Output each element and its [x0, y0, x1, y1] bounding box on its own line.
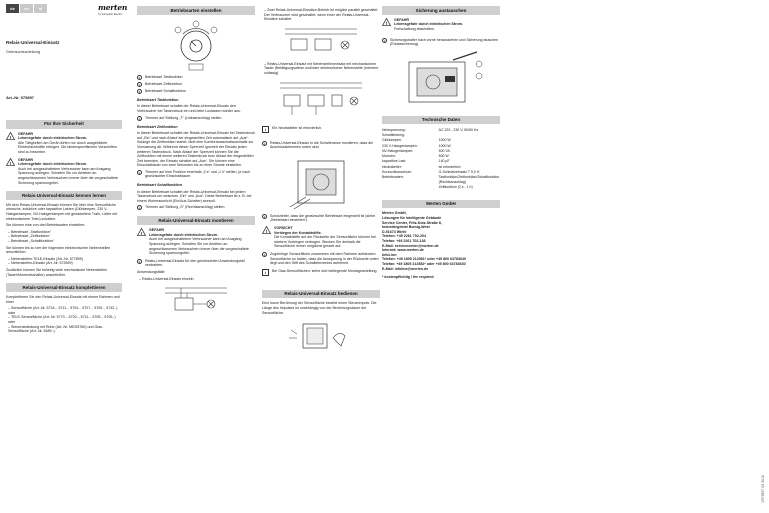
caution-text: Die Kontaktstifte auf der Rückseite der Sensorfläche können bei starkem Verbiegen verbogen. Stecken Sie deshalb die Sensorfläche immer möglichst gerade auf. — [274, 235, 376, 249]
svg-text:!: ! — [140, 230, 143, 236]
infoline-fax: Telefax: +49 1805 212582* oder +49 800 63783630 — [382, 261, 466, 266]
info-icon: i — [262, 126, 269, 133]
heading-know: Relais-Universal-Einsatz kennen lernen — [6, 191, 122, 200]
heading-company: Merten GmbH — [382, 200, 500, 209]
table-row: Zeitfunktion (2 s - 1 h) — [438, 184, 473, 189]
caution-bold: Verbiegen der Kontaktstifte. — [274, 230, 322, 235]
number-badge-icon: 1 — [138, 75, 141, 80]
lang-tab-nl[interactable]: nl — [34, 4, 47, 13]
mount-step-2: 2 Relais-Universal-Einsatz in die Schalterdose montieren, dass die Anschlussklemmen unten sind. — [263, 140, 374, 150]
mount-warning-text: Auch bei ausgeschaltetem Verbraucher kann am Ausgang Spannung anliegen. Schalten Sie vor Arbeiten an angeschlossenen Verbrauchern immer über die vorgeschaltete Sicherung spannungsfrei. — [149, 237, 249, 256]
legend-2: 2 Betriebsart Zeitfunktion — [138, 81, 182, 87]
infoline-phone: Telefon: +49 1805 212581* oder +49 800 63783640 — [382, 257, 467, 262]
warning-1 — [6, 132, 122, 155]
list-item: – Betriebsart „Zeitfunktion“ — [8, 234, 122, 239]
fuse-figure — [393, 50, 489, 108]
trimmer-figure — [151, 18, 241, 72]
company-block — [382, 211, 500, 271]
app-list — [139, 277, 255, 282]
number-badge-icon: 4 — [263, 252, 266, 257]
company-line: Industriegebiet Bomig-West — [382, 225, 430, 230]
mount-step-1: 1 Relais-Universal-Einsatz für den gewünschten Anwendungsfall verdrahten. — [138, 258, 245, 268]
tast-step: 1 Trimmer auf Stellung „T“ (Linksanschlag) stellen. — [138, 115, 223, 121]
wiring-diagram-single — [161, 284, 231, 318]
svg-text:!: ! — [9, 160, 12, 166]
table-row: Neutralleiter: ist erforderlich — [382, 164, 461, 169]
company-line: Merten GmbH, — [382, 211, 407, 216]
fuse-warning-title: GEFAHR — [394, 17, 409, 22]
tech-table — [382, 127, 500, 189]
ext-list — [8, 257, 122, 266]
product-title: Relais-Universal-Einsatz — [6, 40, 60, 45]
heading-modes: Betriebsarten einstellen — [137, 6, 255, 15]
company-phone: Telefon: +49 2261 702-204 — [382, 234, 426, 239]
company-email[interactable]: E-Mail: servicecenter@merten.de — [382, 243, 439, 248]
list-item: – Nebenstellen-Einsatz (Art.-Nr. 572899) — [8, 261, 122, 266]
mount-step-3: 3 Schutzleiter, dass die gewünschte Betriebsart eingestellt ist (siehe „Betriebsart einstellen“). — [263, 213, 376, 223]
list-item: – Relais-Universal-Einsatz mit Nebenstelleneinsatz mit mechanischem Taster (Betätigungsweise und/oder elektronischer Nebenstelle (mehrere zulässig). — [264, 62, 380, 76]
mounting-figure — [286, 153, 356, 211]
schalt-text: In dieser Betriebsart schaltet der Relais-Universal-Einsatz bei jedem Tastendruck um zwischen „Ein“ und „Aus“. Diese Betriebsart ist z. B. bei einem Wohnraumlicht (Ein/Aus-Schalter) sinnvoll. — [137, 189, 252, 203]
article-number: Art.-Nr. 575897 — [6, 94, 35, 100]
mode-list — [8, 230, 122, 244]
operate-text: Eine kurze Berührung der Sensorfläche bewirkt einen Steuerimpuls. Die Länge des Impulses ist unabhängig von der Berührungsdauer der Sensorfläche. — [262, 301, 377, 315]
list-item: – Steuerabdeckung mit Ruhe (Art.-Nr. MEG5760) und Glas-Sensorfläche (Art.-Nr. 5489..). — [8, 325, 122, 334]
warning-2 — [6, 158, 122, 186]
company-line: InfoLine: — [382, 252, 398, 257]
zeit-text: In dieser Betriebsart schaltet der Relais-Universal-Einsatz bei Tastendruck auf „Ein“ und nach Ablauf der eingestellten Zeit automatisch auf „Aus“. Solange die Zeitfunktion startet, läuft eine Komfortausschaltautomatik zur Vorwarnung ab. Während dieser Sperrzeit ignoriert der Einsatz jeden weiteren Tastendruck. Nach Ablauf der Sperrzeit können Sie die Zeitfunktion mit einem weiteren Tastendruck bzw. Ablauf der eingestellten Zeit beenden, der Einsatz schaltet auf „Aus“. Sie können eine Einschaltdauer von zwei Sekunden bis zu einer Stunde einstellen. — [137, 131, 255, 168]
heading-tech: Technische Daten — [382, 116, 500, 125]
wiring-diagram-extension — [276, 79, 366, 123]
complete-p1: Komplettieren Sie den Relais-Universal-Einsatz mit einem Rahmen und einer — [6, 294, 120, 304]
svg-text:!: ! — [385, 20, 388, 26]
table-row: NV-Halogenlampen: 500 VA — [382, 148, 450, 153]
list-item: – Betriebsart „Tastfunktion“ — [8, 230, 122, 235]
warning-triangle-icon — [137, 228, 146, 236]
warning-2-bold: Lebensgefahr durch elektrischen Strom. — [18, 162, 87, 167]
mount-app: Anwendungsfälle: — [137, 269, 166, 274]
number-badge-icon: 1 — [383, 38, 386, 43]
schalt-step: 1 Trimmer auf Stellung „S“ (Rechtsanschlag) stellen. — [138, 205, 226, 211]
company-line: Lösungen für intelligente Gebäude — [382, 216, 442, 221]
logo-brand: merten — [98, 3, 128, 12]
know-p2: Sie können eine von drei Betriebsarten einstellen: — [6, 223, 86, 228]
mount-warning-bold: Lebensgefahr durch elektrischen Strom. — [149, 232, 218, 237]
wiring-diagram-parallel — [281, 25, 361, 59]
list-item: – Relais-Universal-Einsatz einzeln — [139, 277, 255, 282]
item2-list — [264, 62, 380, 76]
number-badge-icon: 1 — [138, 259, 141, 264]
heading-operate: Relais-Universal-Einsatz bedienen — [262, 290, 380, 299]
number-badge-icon: 3 — [138, 89, 141, 94]
column-2 — [137, 0, 255, 321]
operation-figure — [281, 318, 361, 354]
number-badge-icon: 2 — [263, 141, 266, 146]
company-line: Service Center, Fritz-Kotz-Straße 8, — [382, 220, 442, 225]
svg-text:!: ! — [265, 228, 268, 234]
number-badge-icon: 1 — [138, 116, 141, 121]
caution-title: VORSICHT — [274, 225, 293, 230]
info-icon: i — [262, 269, 269, 276]
warning-triangle-icon — [6, 158, 15, 166]
table-row: Schaltleistung: — [382, 133, 405, 138]
list-item: – Nebenstellen-TELE-Einsatz (Art.-Nr. 577899) — [8, 257, 122, 262]
warning-2-text: Auch bei ausgeschaltetem Verbraucher kann am Ausgang Spannung anliegen. Schalten Sie vor Arbeiten an angeschlossenen Verbrauchern immer über die vorgeschaltete Sicherung spannungsfrei. — [18, 166, 118, 185]
number-badge-icon: 1 — [138, 206, 141, 211]
tast-text: In dieser Betriebsart schaltet der Relais-Universal-Einsatz den Verbraucher bei Tastendruck ein und beim Loslassen wieder aus. — [137, 104, 241, 113]
know-p3: Sie können bis zu vier der folgenden elektronischen Nebenstellen anschließen: — [6, 245, 111, 255]
zeit-title: Betriebsart Zeitfunktion — [137, 124, 178, 129]
legend-1: 1 Betriebsart Tastfunktion — [138, 74, 183, 80]
know-p1: Mit dem Relais-Universal-Einsatz können Sie über eine Sensorfläche ohmsche, induktive oder kapazitive Lasten (Glühlampen, 230 V-Halogenlampen, NV-Halogenlampen mit gewickeltem Trafo, Lüfter mit elektronischem Trafo) schalten. — [6, 202, 118, 221]
legend-3: 3 Betriebsart Schaltfunktion — [138, 88, 186, 94]
table-row: 230 V-Halogenlampen: 1000 W — [382, 143, 451, 148]
mount-warning — [137, 228, 255, 256]
warning-triangle-icon — [382, 18, 391, 26]
document-code: V575897 03 2010 — [760, 475, 765, 503]
fuse-warning — [382, 18, 500, 32]
fuse-warning-bold: Lebensgefahr durch elektrischen Strom. — [394, 22, 463, 27]
fuse-step-1: 1 Sicherungshalter nach vorne herausziehen und Sicherung tauschen (Ersatzsicherung). — [383, 37, 499, 47]
schalt-title: Betriebsart Schaltfunktion — [137, 183, 182, 188]
number-badge-icon: 1 — [138, 170, 141, 175]
know-p4: Zusätzlich können Sie beliebig viele mechanische Nebenstellen (Taster/Momentschalter) anschließen. — [6, 268, 108, 277]
complete-list — [8, 306, 122, 334]
list-item: – Sensorfläche (Art.-Nr. 5718.., 5711.., 5704.., 5707.., 5709.., 5742..) oder — [8, 306, 122, 315]
tast-title: Betriebsart Tastfunktion — [137, 97, 179, 102]
warning-2-title: GEFAHR — [18, 157, 33, 162]
mount-step-4: 4 Zugehörige Sensorfläche zusammen mit dem Rahmen aufstecken. Sensorfläche so halten, dass die Aussparung in der Rückseite unten liegt und den Stift des Schaltelementes aufnimmt. — [263, 251, 379, 266]
number-badge-icon: 2 — [138, 82, 141, 87]
company-line: D-51674 Wiehl — [382, 229, 407, 234]
info-glass: i Bei Glas-Sensorflächen: siehe dort beiliegende Montageanleitung. — [262, 269, 380, 276]
table-row: Kurzschlussschutz: G-Schmelzeinsatz T 5,0 H — [382, 169, 480, 174]
column-3 — [262, 0, 380, 357]
heading-mount: Relais-Universal-Einsatz montieren — [137, 216, 255, 225]
lang-tab-en[interactable]: en — [20, 4, 33, 13]
svg-text:!: ! — [9, 134, 12, 140]
caution-box — [262, 226, 380, 249]
product-subtitle: Gebrauchsanleitung — [6, 49, 40, 54]
warning-triangle-icon — [262, 226, 271, 234]
mount-warning-title: GEFAHR — [149, 228, 164, 233]
number-badge-icon: 3 — [263, 214, 266, 219]
fuse-warning-text: Freischaltung abschalten. — [394, 26, 435, 31]
table-row: Glühlampen: 1000 W — [382, 138, 451, 143]
list-item: – TELE-Sensorfläche (Art.-Nr. 5770.., 5720.., 5711.., 5705.., 5705..) oder — [8, 315, 122, 324]
top-list — [264, 8, 380, 22]
warning-1-text: Alle Tätigkeiten am Gerät dürfen nur durch ausgebildete Elektrofachkräfte erfolgen. Die länderspezifischen Vorschriften sind zu beachten. — [18, 140, 118, 154]
table-row: Motoren: 500 W — [382, 154, 449, 159]
table-row: kapazitive Last: 140 µF — [382, 159, 450, 164]
fee-note: * kostenpflichtig / fee required — [382, 275, 434, 280]
column-4 — [382, 0, 500, 282]
lang-tab-de[interactable]: de — [6, 4, 19, 13]
company-fax: Telefax: +49 2261 702-136 — [382, 239, 426, 243]
table-row: Netzspannung: AC 220 - 230 V, 50/60 Hz — [382, 127, 479, 132]
heading-fuse: Sicherung austauschen — [382, 6, 500, 15]
logo-sub: by Schneider Electric — [98, 12, 123, 16]
column-1 — [6, 0, 122, 336]
infoline-email[interactable]: E-Mail: infoline@merten.de — [382, 266, 429, 271]
list-item: – Betriebsart „Schaltfunktion“ — [8, 239, 122, 244]
warning-1-bold: Lebensgefahr durch elektrischen Strom. — [18, 136, 87, 141]
warning-triangle-icon — [6, 132, 15, 140]
heading-complete: Relais-Universal-Einsatz komplettieren — [6, 283, 122, 292]
warning-1-title: GEFAHR — [18, 131, 33, 136]
heading-safety: Für Ihre Sicherheit — [6, 120, 122, 129]
list-item: – Zwei Relais-Universal-Einsätze-Betrieb ist möglich parallel geschaltet. Der Verbraucher wird geschaltet, wenn einer der Relais-Universal-Einsätze schaltet. — [264, 8, 380, 22]
company-website[interactable]: Internet: www.merten.de — [382, 248, 424, 253]
info-neutral: i Ein Neutralleiter ist erforderlich. — [262, 126, 380, 133]
table-row: Betriebsarten: Tastfunktion/Zeitfunktion/Schaltfunktion (Rechtsanschlag) — [382, 175, 500, 184]
zeit-step: 1 Trimmer auf eine Position innerhalb „0 s“ und „1 h“ stellen, je nach gewünschter Einschaltdauer. — [138, 169, 251, 179]
